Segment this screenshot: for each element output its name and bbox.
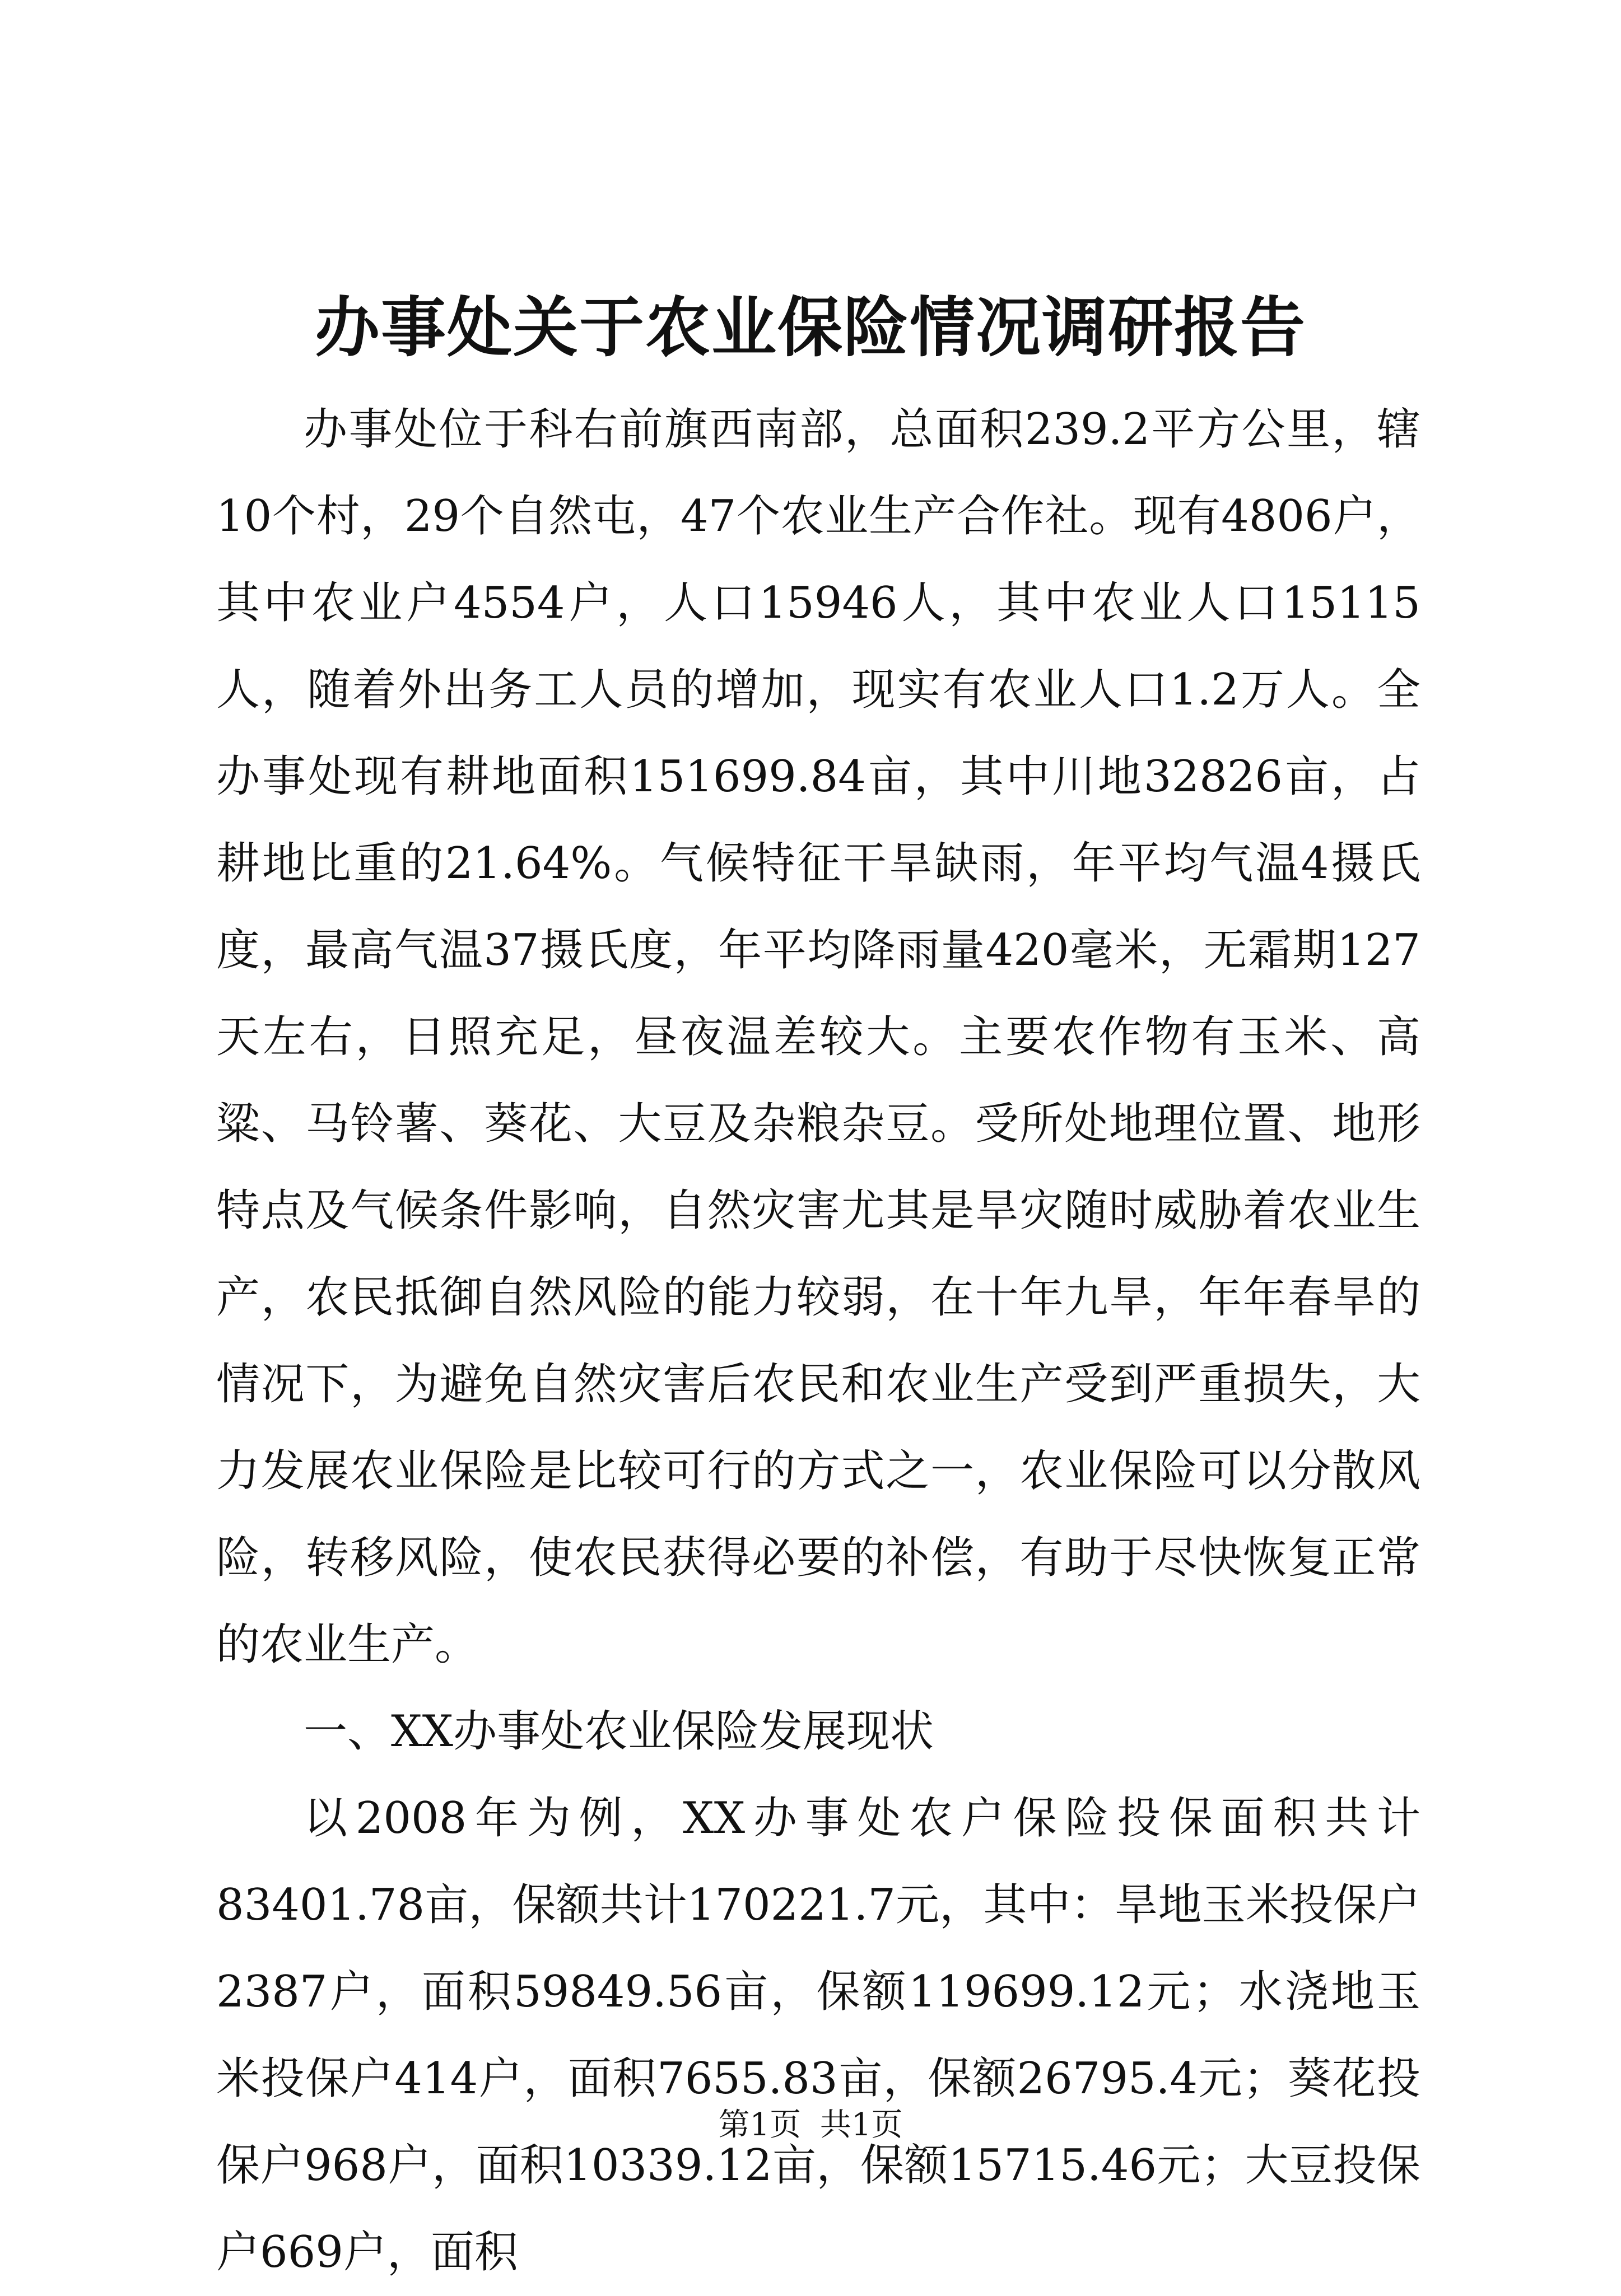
document-title: 办事处关于农业保险情况调研报告: [315, 290, 1306, 366]
paragraph-2008-statistics: 以2008年为例，XX办事处农户保险投保面积共计83401.78亩，保额共计170221.7元，其中：旱地玉米投保户2387户，面积59849.56亩，保额119699.12元；水浇地玉米投保户414户，面积7655.83亩，保额26795.4元；葵花投保户968户，面积10339.12亩，保额15715.46元；大豆投保户669户，面积: [216, 1793, 1420, 2278]
document-body: [216, 386, 1420, 2296]
paragraph-intro: 办事处位于科右前旗西南部，总面积239.2平方公里，辖10个村，29个自然屯，47个农业生产合作社。现有4806户，其中农业户4554户，人口15946人，其中农业人口15115人，随着外出务工人员的增加，现实有农业人口1.2万人。全办事处现有耕地面积151699.84亩，其中川地32826亩，占耕地比重的21.64%。气候特征干旱缺雨，年平均气温4摄氏度，最高气温37摄氏度，年平均降雨量420毫米，无霜期127天左右，日照充足，昼夜温差较大。主要农作物有玉米、高粱、马铃薯、葵花、大豆及杂粮杂豆。受所处地理位置、地形特点及气候条件影响，自然灾害尤其是旱灾随时威胁着农业生产，农民抵御自然风险的能力较弱，在十年九旱，年年春旱的情况下，为避免自然灾害后农民和农业生产受到严重损失，大力发展农业保险是比较可行的方式之一，农业保险可以分散风险，转移风险，使农民获得必要的补偿，有助于尽快恢复正常的农业生产。: [216, 404, 1420, 1670]
page-number: 第1页: [718, 2107, 802, 2143]
page-total: 共1页: [819, 2107, 903, 2143]
section-heading-1: 一、XX办事处农业保险发展现状: [304, 1706, 934, 1757]
page-footer: [0, 2103, 1621, 2148]
